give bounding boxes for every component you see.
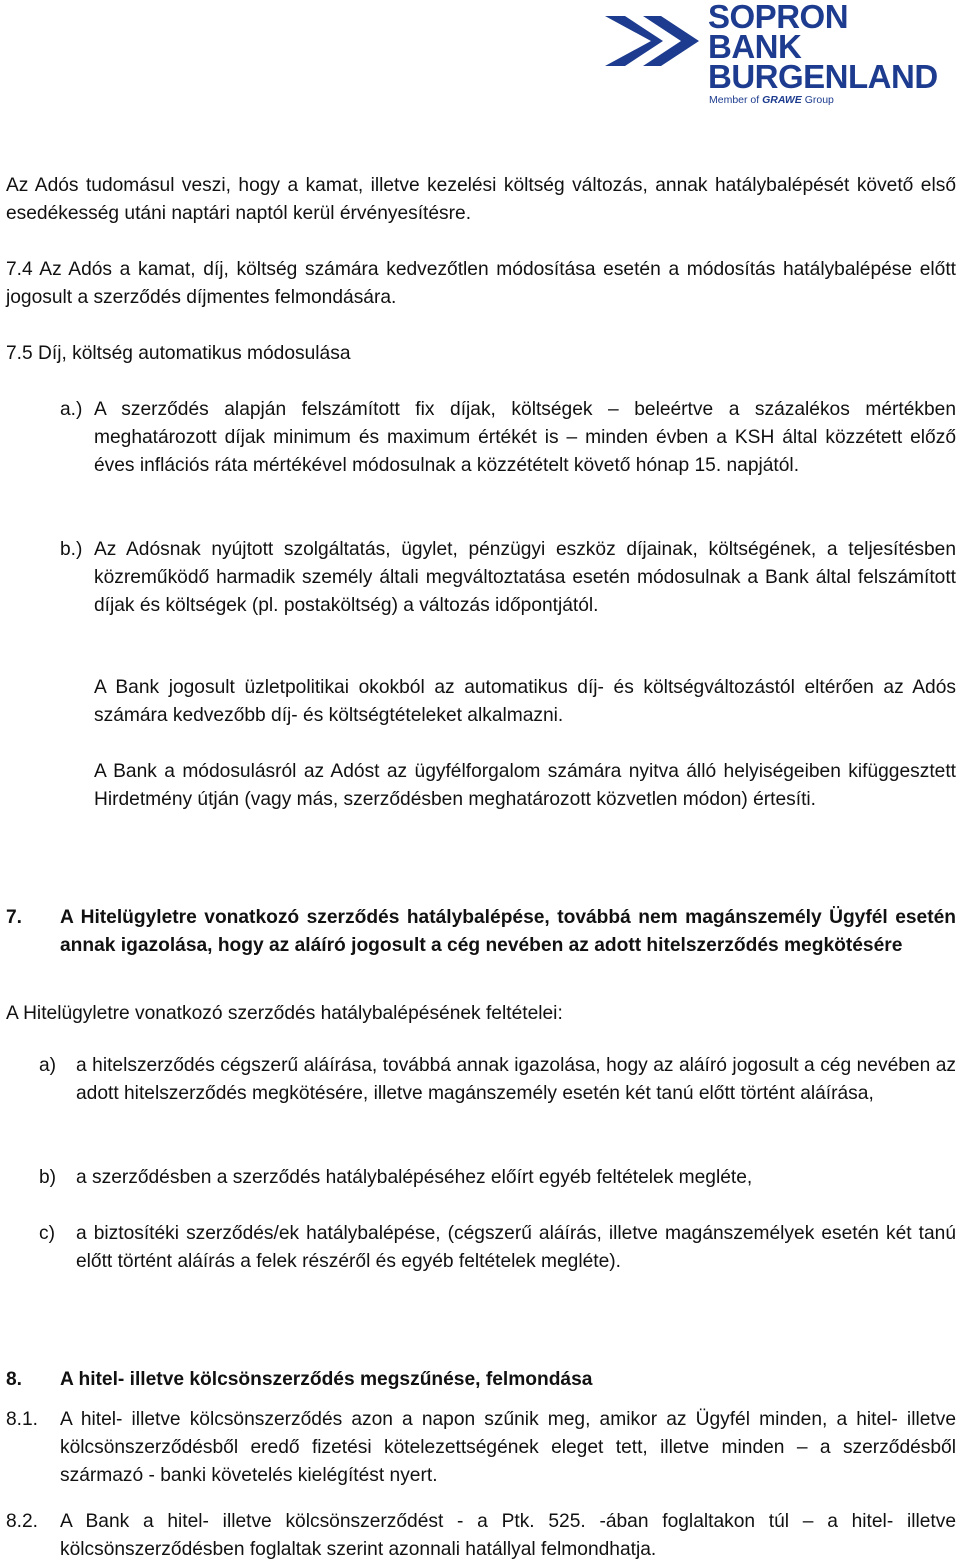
logo-text: [708, 0, 938, 95]
list-item-label: a): [39, 1055, 57, 1076]
paragraph-bank-favourable: A Bank jogosult üzletpolitikai okokból az automatikus díj- és költségváltozástól eltérően az Adós számára kedvezőbb díj- és költségtételeket alkalmazni.: [94, 677, 956, 726]
paragraph-7-5-a: A szerződés alapján felszámított fix díjak, költségek – beleértve a százalékos mértékben meghatározott díjak minimum és maximum értékét is – minden évben a KSH által közzétett előző éves inflációs ráta mértékével módosulnak a közzétételt követő hónap 15. napjától.: [94, 399, 956, 476]
paragraph-7-4: 7.4 Az Adós a kamat, díj, költség számára kedvezőtlen módosítása esetén a módosítás hatálybalépése előtt jogosult a szerződés díjmentes felmondására.: [6, 259, 956, 308]
list-item: A hitel- illetve kölcsönszerződés azon a napon szűnik meg, amikor az Ügyfél minden, a hitel- illetve kölcsönszerződésből eredő fizetési kötelezettségének eleget tett, illetve minden – a szerződésből származó - banki követelés kielégítést nyert.: [60, 1409, 956, 1486]
list-item-label: 8.1.: [6, 1409, 39, 1430]
section-8-number: 8.: [6, 1369, 23, 1390]
logo-line-2: BANK: [708, 28, 802, 65]
paragraph-7-5-b: Az Adósnak nyújtott szolgáltatás, ügylet, pénzügyi eszköz díjainak, költségének, a teljesítésben közreműködő harmadik személy általi megváltoztatása esetén módosulnak a Bank által felszámított díjak és költségek (pl. postaköltség) a változás időpontjától.: [94, 539, 956, 616]
section-7-title: A Hitelügyletre vonatkozó szerződés hatálybalépése, továbbá nem magánszemély Ügyfél esetén annak igazolása, hogy az aláíró jogosult a cég nevében az adott hitelszerződés megkötésére: [60, 907, 956, 956]
item-b-label: b.): [60, 539, 83, 560]
list-item: a szerződésben a szerződés hatálybalépéséhez előírt egyéb feltételek megléte,: [76, 1167, 753, 1188]
grawe-brand: GRAWE: [762, 94, 802, 106]
section-7-intro: A Hitelügyletre vonatkozó szerződés hatálybalépésének feltételei:: [6, 1003, 563, 1024]
bank-logo: [603, 0, 943, 118]
list-item-label: 8.2.: [6, 1511, 39, 1532]
list-item-label: c): [39, 1223, 55, 1244]
logo-member-line: Member of GRAWE Group: [709, 94, 834, 106]
logo-line-1: SOPRON: [708, 0, 849, 35]
logo-mark-icon: [603, 8, 703, 74]
list-item: A Bank a hitel- illetve kölcsönszerződést - a Ptk. 525. -ában foglaltakon túl – a hitel- illetve kölcsönszerződésben foglaltak szerint azonnali hatállyal felmondhatja.: [60, 1511, 956, 1560]
logo-line-3: BURGENLAND: [708, 58, 938, 95]
section-7-number: 7.: [6, 907, 23, 928]
section-8-title: A hitel- illetve kölcsönszerződés megszűnése, felmondása: [60, 1369, 593, 1390]
list-item: a biztosítéki szerződés/ek hatálybalépése, (cégszerű aláírás, illetve magánszemélyek esetén két tanú előtt történt aláírás a felek részéről és egyéb feltételek megléte).: [76, 1223, 956, 1272]
paragraph-interest-change: Az Adós tudomásul veszi, hogy a kamat, illetve kezelési költség változás, annak hatálybalépését követő első esedékesség utáni naptári naptól kerül érvényesítésre.: [6, 175, 956, 224]
paragraph-bank-notification: A Bank a módosulásról az Adóst az ügyfélforgalom számára nyitva álló helyiségeiben kifüggesztett Hirdetmény útján (vagy más, szerződésben meghatározott közvetlen módon) értesíti.: [94, 761, 956, 810]
item-a-label: a.): [60, 399, 83, 420]
heading-7-5: 7.5 Díj, költség automatikus módosulása: [6, 343, 351, 364]
list-item-label: b): [39, 1167, 57, 1188]
list-item: a hitelszerződés cégszerű aláírása, továbbá annak igazolása, hogy az aláíró jogosult a cég nevében az adott hitelszerződés megkötésére, illetve magánszemély esetén két tanú előtt történt aláírása,: [76, 1055, 956, 1104]
